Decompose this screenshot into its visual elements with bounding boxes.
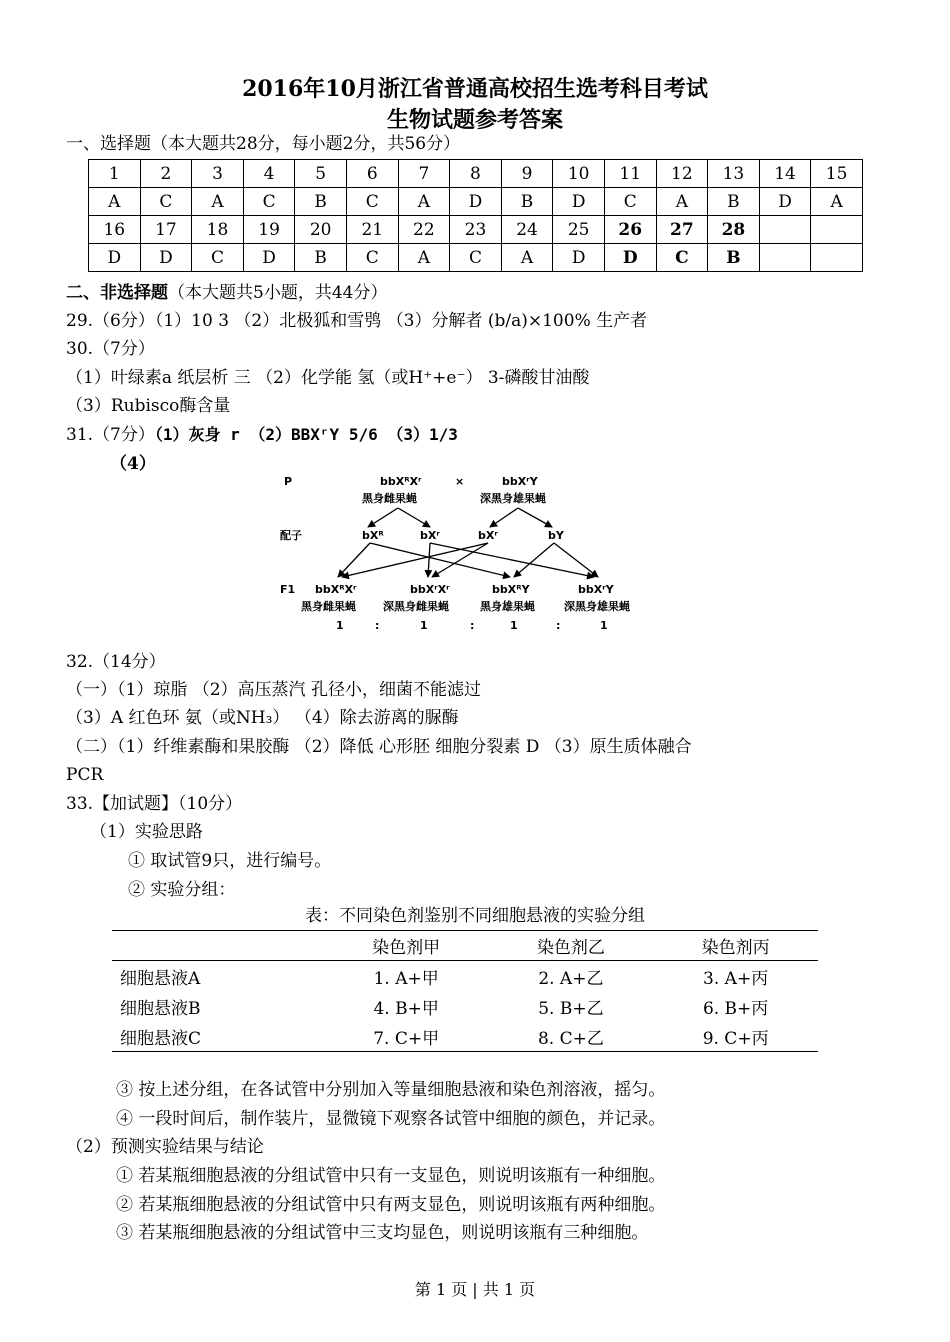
experiment-table-header — [112, 931, 818, 961]
answer-cell: A — [656, 188, 708, 216]
answer-cell: C — [604, 188, 656, 216]
q30-line2: （3）Rubisco酶含量 — [66, 396, 231, 416]
experiment-cell: 1. A+甲 — [373, 968, 439, 989]
gamete-1: bXᴿ — [362, 529, 384, 542]
experiment-cell: 细胞悬液A — [120, 968, 201, 989]
answer-cell: D — [243, 244, 295, 272]
answer-cell — [759, 244, 811, 272]
q33-part2: （2）预测实验结果与结论 — [66, 1137, 264, 1157]
answer-cell: 2 — [140, 160, 192, 188]
cross-symbol: × — [455, 475, 465, 488]
answer-cell: C — [140, 188, 192, 216]
answer-cell: C — [192, 244, 244, 272]
q31 — [66, 423, 458, 447]
arrow-pf-g2 — [398, 508, 430, 527]
offspring-1-pheno: 黑身雌果蝇 — [301, 600, 356, 613]
answer-cell: 8 — [450, 160, 502, 188]
answer-cell: 19 — [243, 216, 295, 244]
answer-cell: 10 — [553, 160, 605, 188]
answer-table — [88, 159, 863, 272]
q32-head: 32.（14分） — [66, 652, 166, 672]
answer-cell: 13 — [708, 160, 760, 188]
offspring-3-geno: bbXᴿY — [492, 583, 530, 596]
q31-body: （1）灰身 r （2）BBXʳY 5/6 （3）1/3 — [154, 425, 458, 444]
answer-cell: 15 — [811, 160, 863, 188]
answer-cell: 22 — [398, 216, 450, 244]
answer-cell: 20 — [295, 216, 347, 244]
q33-step4: ④ 一段时间后，制作装片，显微镜下观察各试管中细胞的颜色，并记录。 — [116, 1109, 666, 1129]
answer-cell: A — [811, 188, 863, 216]
arrow-g3-o1 — [342, 543, 488, 577]
q32-line3: （二）（1）纤维素酶和果胶酶 （2）降低 心形胚 细胞分裂素 D （3）原生质体融合 — [66, 737, 692, 757]
answer-cell: D — [553, 188, 605, 216]
answer-cell: C — [346, 188, 398, 216]
ratio-colon-3: : — [556, 619, 561, 632]
q31-part4: （4） — [110, 454, 156, 474]
answer-cell: D — [89, 244, 141, 272]
experiment-cell: 7. C+甲 — [324, 1021, 489, 1052]
parent-female-geno: bbXᴿXʳ — [380, 475, 422, 488]
answer-cell: B — [708, 188, 760, 216]
arrow-g4-o3 — [514, 543, 554, 577]
q33-step2: ② 实验分组： — [128, 880, 236, 900]
experiment-header-cell: 染色剂丙 — [653, 931, 818, 961]
experiment-row — [112, 961, 818, 992]
experiment-cell: 4. B+甲 — [373, 998, 439, 1019]
section2-heading-bold: 二、非选择题 — [66, 283, 168, 303]
answer-cell: A — [89, 188, 141, 216]
q32-line1: （一）（1）琼脂 （2）高压蒸汽 孔径小，细菌不能滤过 — [66, 680, 481, 700]
parent-male-geno: bbXʳY — [502, 475, 538, 488]
offspring-2-pheno: 深黑身雌果蝇 — [383, 600, 449, 613]
answer-cell: 17 — [140, 216, 192, 244]
experiment-cell: 细胞悬液B — [120, 998, 201, 1019]
q33-step1: ① 取试管9只，进行编号。 — [128, 851, 332, 871]
answer-cell: C — [243, 188, 295, 216]
experiment-row — [112, 1021, 818, 1052]
answer-cell: 16 — [89, 216, 141, 244]
q33-result2: ② 若某瓶细胞悬液的分组试管中只有两支显色，则说明该瓶有两种细胞。 — [116, 1195, 666, 1215]
experiment-cell: 9. C+丙 — [653, 1021, 818, 1052]
answer-cell: D — [553, 244, 605, 272]
ratio-4: 1 — [600, 619, 608, 632]
answer-cell: 26 — [604, 216, 656, 244]
gamete-4: bY — [548, 529, 564, 542]
answer-row-ans-2 — [89, 244, 863, 272]
ratio-colon-1: : — [375, 619, 380, 632]
answer-cell — [759, 216, 811, 244]
answer-cell: 6 — [346, 160, 398, 188]
q33-part1: （1）实验思路 — [90, 822, 203, 842]
p-label: P — [284, 475, 293, 488]
experiment-table — [112, 930, 818, 1052]
section2-heading — [66, 281, 387, 305]
q33-result3: ③ 若某瓶细胞悬液的分组试管中三支均显色，则说明该瓶有三种细胞。 — [116, 1223, 649, 1243]
q30-line1: （1）叶绿素a 纸层析 三 （2）化学能 氢（或H⁺+e⁻） 3-磷酸甘油酸 — [66, 368, 590, 388]
offspring-2-geno: bbXʳXʳ — [410, 583, 450, 596]
parent-female-pheno: 黑身雌果蝇 — [362, 492, 417, 505]
answer-cell: 23 — [450, 216, 502, 244]
answer-cell: A — [398, 244, 450, 272]
experiment-cell: 8. C+乙 — [489, 1021, 654, 1052]
q33-step3: ③ 按上述分组，在各试管中分别加入等量细胞悬液和染色剂溶液，摇匀。 — [116, 1080, 666, 1100]
q31-head: 31.（7分） — [66, 425, 155, 445]
ratio-3: 1 — [510, 619, 518, 632]
experiment-header-cell: 染色剂乙 — [489, 931, 654, 961]
answer-cell: 14 — [759, 160, 811, 188]
experiment-cell: 5. B+乙 — [538, 998, 604, 1019]
answer-cell: 3 — [192, 160, 244, 188]
ratio-colon-2: : — [470, 619, 475, 632]
answer-cell: B — [708, 244, 760, 272]
gamete-3: bXʳ — [478, 529, 498, 542]
q32-line4: PCR — [66, 765, 104, 785]
q33-head: 33.【加试题】（10分） — [66, 794, 243, 814]
answer-cell: 18 — [192, 216, 244, 244]
experiment-cell: 细胞悬液C — [112, 1021, 324, 1052]
answer-row-ans-1 — [89, 188, 863, 216]
section2-heading-rest: （本大题共5小题，共44分） — [168, 283, 388, 303]
answer-cell: C — [656, 244, 708, 272]
table-caption: 表：不同染色剂鉴别不同细胞悬液的实验分组 — [305, 906, 645, 926]
ratio-2: 1 — [420, 619, 428, 632]
q29: 29.（6分）（1）10 3 （2）北极狐和雪鸮 （3）分解者 (b/a)×100% 生产者 — [66, 311, 648, 331]
gamete-2: bXʳ — [420, 529, 440, 542]
answer-cell: B — [501, 188, 553, 216]
offspring-3-pheno: 黑身雄果蝇 — [480, 600, 535, 613]
answer-cell — [811, 216, 863, 244]
answer-cell: B — [295, 244, 347, 272]
arrow-g2-o4 — [430, 543, 594, 577]
arrow-pm-g3 — [490, 508, 518, 527]
answer-cell: 25 — [553, 216, 605, 244]
answer-cell: 24 — [501, 216, 553, 244]
answer-cell: A — [192, 188, 244, 216]
answer-cell: 5 — [295, 160, 347, 188]
answer-cell: 7 — [398, 160, 450, 188]
answer-cell: 12 — [656, 160, 708, 188]
answer-cell: 1 — [89, 160, 141, 188]
offspring-4-geno: bbXʳY — [578, 583, 614, 596]
answer-cell: A — [398, 188, 450, 216]
answer-cell: 4 — [243, 160, 295, 188]
answer-cell: C — [450, 244, 502, 272]
answer-cell: 21 — [346, 216, 398, 244]
experiment-cell: 6. B+丙 — [702, 998, 769, 1019]
answer-cell: D — [450, 188, 502, 216]
answer-cell — [811, 244, 863, 272]
q33-result1: ① 若某瓶细胞悬液的分组试管中只有一支显色，则说明该瓶有一种细胞。 — [116, 1166, 666, 1186]
offspring-1-geno: bbXᴿXʳ — [315, 583, 357, 596]
experiment-header-cell: 染色剂甲 — [324, 931, 489, 961]
page-subtitle: 生物试题参考答案 — [386, 107, 563, 133]
experiment-row — [112, 991, 818, 1021]
q32-line2: （3）A 红色环 氨（或NH₃） （4）除去游离的脲酶 — [66, 708, 459, 728]
arrow-g2-o2 — [428, 543, 430, 577]
section1-heading: 一、选择题（本大题共28分，每小题2分，共56分） — [66, 134, 461, 154]
cross-diagram — [270, 470, 660, 635]
answer-cell: A — [501, 244, 553, 272]
answer-cell: 28 — [708, 216, 760, 244]
f1-label: F1 — [280, 583, 296, 596]
answer-cell: D — [140, 244, 192, 272]
answer-cell: D — [759, 188, 811, 216]
parent-male-pheno: 深黑身雄果蝇 — [480, 492, 546, 505]
answer-cell: 11 — [604, 160, 656, 188]
answer-cell: C — [346, 244, 398, 272]
experiment-cell: 3. A+丙 — [703, 968, 769, 989]
offspring-4-pheno: 深黑身雄果蝇 — [564, 600, 630, 613]
page-footer: 第 1 页 | 共 1 页 — [414, 1280, 536, 1299]
experiment-header-cell — [112, 931, 324, 961]
answer-row-nums-1 — [89, 160, 863, 188]
q30-head: 30.（7分） — [66, 339, 155, 359]
answer-cell: B — [295, 188, 347, 216]
answer-cell: 27 — [656, 216, 708, 244]
page-title: 2016年10月浙江省普通高校招生选考科目考试 — [242, 76, 708, 102]
answer-cell: D — [604, 244, 656, 272]
answer-cell: 9 — [501, 160, 553, 188]
gamete-label: 配子 — [280, 529, 302, 542]
experiment-cell: 2. A+乙 — [538, 968, 604, 989]
arrow-g4-o4 — [554, 543, 598, 577]
arrow-pm-g4 — [518, 508, 552, 527]
arrow-pf-g1 — [368, 508, 398, 527]
ratio-1: 1 — [336, 619, 344, 632]
answer-row-nums-2 — [89, 216, 863, 244]
